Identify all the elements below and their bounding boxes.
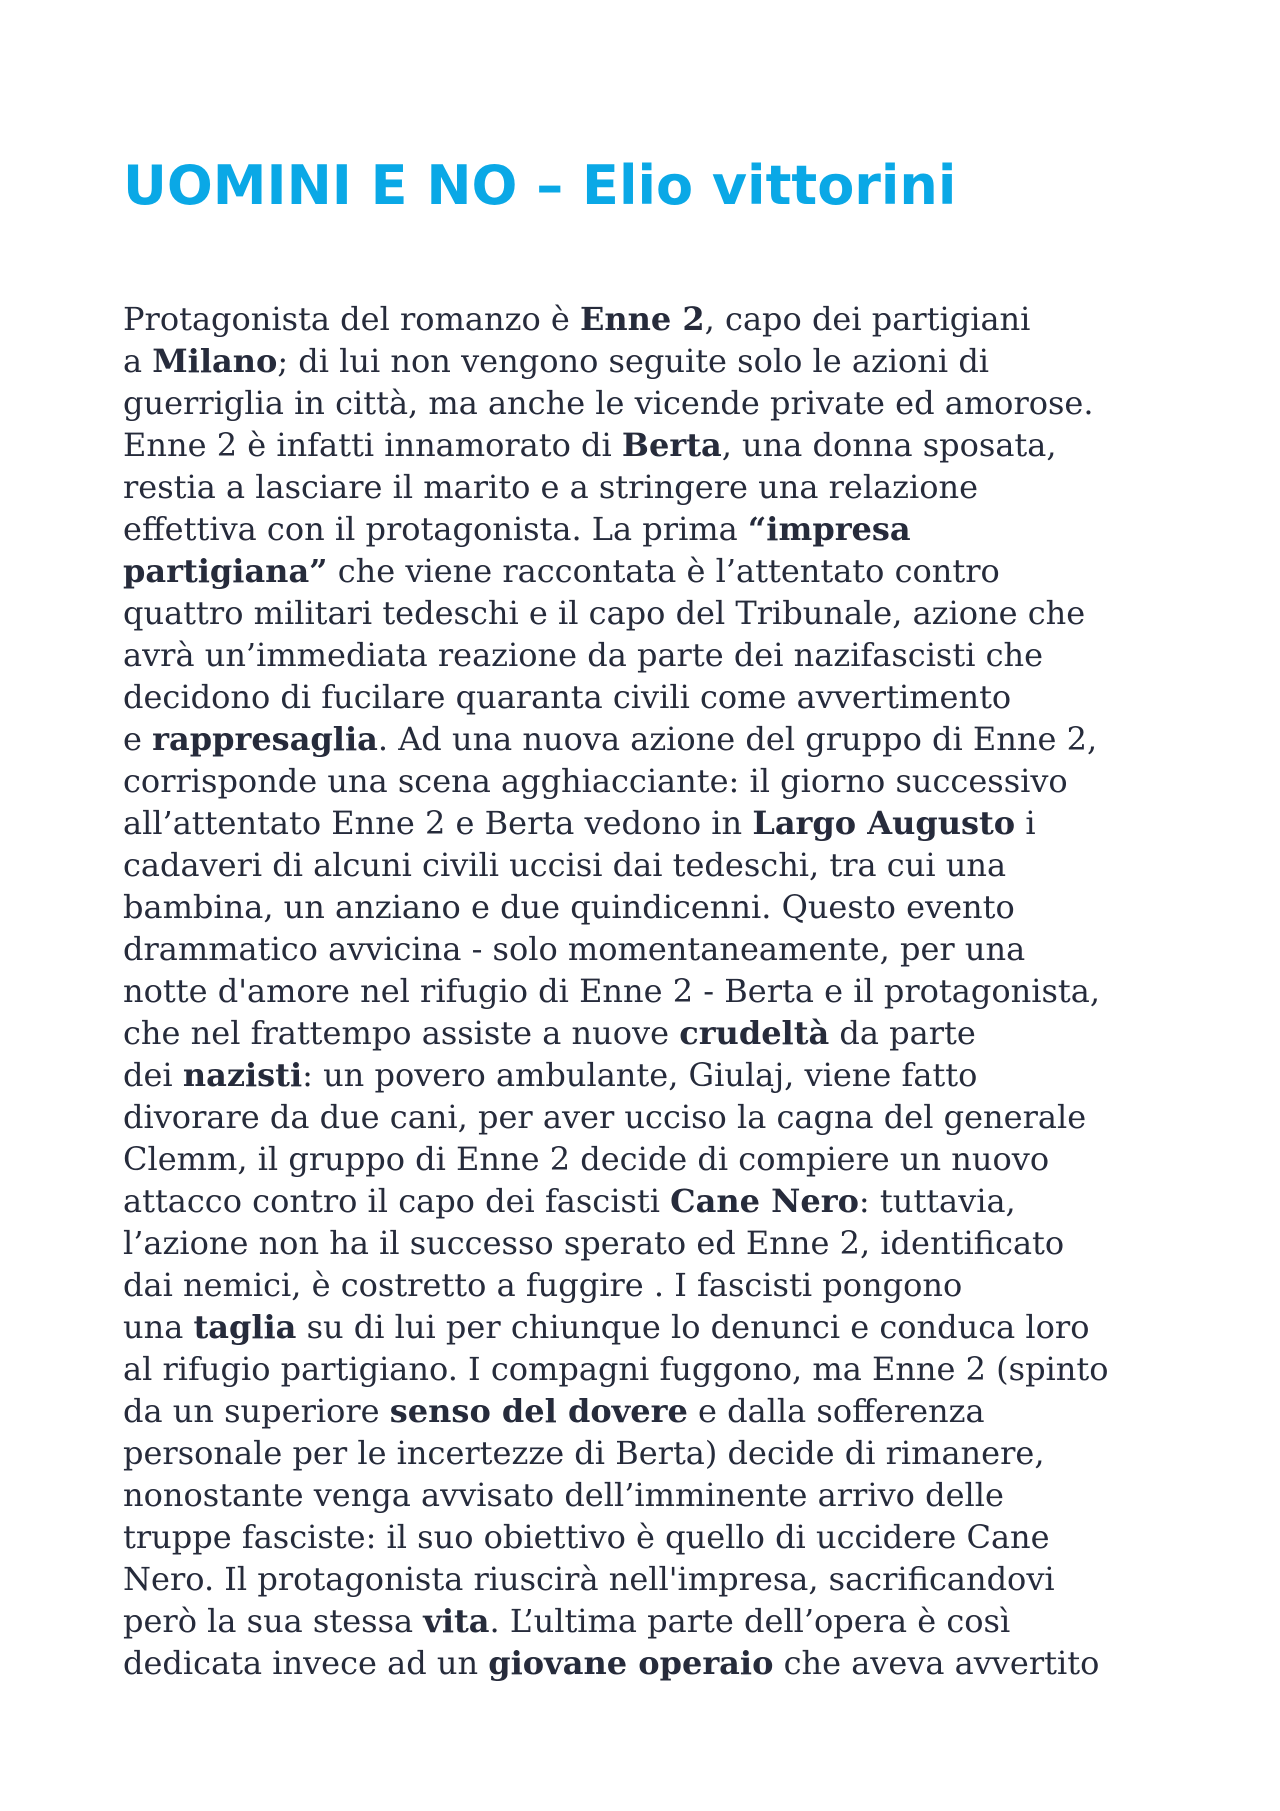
text-run: : tuttavia, xyxy=(858,1182,1016,1220)
text-line xyxy=(123,1012,1203,1054)
text-run: che nel frattempo assiste a nuove xyxy=(123,1014,680,1052)
text-run: da un superiore xyxy=(123,1392,390,1430)
text-line xyxy=(123,1600,1203,1642)
text-line xyxy=(123,1306,1203,1348)
text-line xyxy=(123,1558,1203,1600)
text-line xyxy=(123,592,1203,634)
text-line xyxy=(123,508,1203,550)
text-run: dedicata invece ad un xyxy=(123,1644,489,1682)
text-line xyxy=(123,802,1203,844)
bold-term: crudeltà xyxy=(679,1014,830,1052)
bold-term: Largo Augusto xyxy=(752,804,1016,842)
text-run: avrà un’immediata reazione da parte dei nazifascisti che xyxy=(123,636,1044,674)
text-run: i xyxy=(1015,804,1036,842)
text-run: da parte xyxy=(829,1014,976,1052)
text-line xyxy=(123,1054,1203,1096)
text-line xyxy=(123,970,1203,1012)
text-line xyxy=(123,1642,1203,1684)
text-line xyxy=(123,466,1203,508)
text-line xyxy=(123,928,1203,970)
text-line xyxy=(123,1096,1203,1138)
bold-term: giovane operaio xyxy=(488,1644,774,1682)
text-line xyxy=(123,1516,1203,1558)
text-line xyxy=(123,676,1203,718)
text-line xyxy=(123,844,1203,886)
bold-term: senso del dovere xyxy=(389,1392,688,1430)
text-run: ; di lui non vengono seguite solo le azioni di xyxy=(277,342,990,380)
text-line xyxy=(123,1138,1203,1180)
text-run: però la sua stessa xyxy=(123,1602,424,1640)
bold-term: Cane Nero xyxy=(670,1182,859,1220)
bold-term: partigiana” xyxy=(123,552,328,590)
text-run: e dalla sofferenza xyxy=(687,1392,985,1430)
text-line xyxy=(123,760,1203,802)
text-line xyxy=(123,1264,1203,1306)
text-run: drammatico avvicina - solo momentaneamente, per una xyxy=(123,930,1026,968)
text-run: al rifugio partigiano. I compagni fuggono, ma Enne 2 (spinto xyxy=(123,1350,1109,1388)
text-run: che viene raccontata è l’attentato contro xyxy=(327,552,1000,590)
text-line xyxy=(123,1390,1203,1432)
text-run: quattro militari tedeschi e il capo del Tribunale, azione che xyxy=(123,594,1086,632)
text-line xyxy=(123,550,1203,592)
text-run: notte d'amore nel rifugio di Enne 2 - Berta e il protagonista, xyxy=(123,972,1100,1010)
text-run: Enne 2 è infatti innamorato di xyxy=(123,426,622,464)
text-line xyxy=(123,424,1203,466)
text-run: guerriglia in città, ma anche le vicende private ed amorose. xyxy=(123,384,1094,422)
text-run: nonostante venga avvisato dell’imminente arrivo delle xyxy=(123,1476,1004,1514)
text-run: l’azione non ha il successo sperato ed Enne 2, identificato xyxy=(123,1224,1065,1262)
bold-term: Milano xyxy=(152,342,278,380)
text-run: . Ad una nuova azione del gruppo di Enne 2, xyxy=(377,720,1098,758)
text-run: una xyxy=(123,1308,194,1346)
text-run: Protagonista del romanzo è xyxy=(123,300,580,338)
bold-term: Enne 2 xyxy=(579,300,705,338)
text-line xyxy=(123,1432,1203,1474)
text-run: divorare da due cani, per aver ucciso la cagna del generale xyxy=(123,1098,1087,1136)
text-run: . L’ultima parte dell’opera è così xyxy=(489,1602,1011,1640)
text-line xyxy=(123,886,1203,928)
text-run: a xyxy=(123,342,153,380)
bold-term: vita xyxy=(423,1602,490,1640)
text-run: dai nemici, è costretto a fuggire . I fascisti pongono xyxy=(123,1266,963,1304)
text-line xyxy=(123,1180,1203,1222)
text-line xyxy=(123,1348,1203,1390)
text-run: Nero. Il protagonista riuscirà nell'impresa, sacrificandovi xyxy=(123,1560,1055,1598)
bold-term: taglia xyxy=(193,1308,297,1346)
text-run: , capo dei partigiani xyxy=(704,300,1031,338)
body-paragraph xyxy=(123,298,1203,1684)
text-line xyxy=(123,298,1203,340)
text-line xyxy=(123,718,1203,760)
bold-term: nazisti xyxy=(182,1056,303,1094)
text-line xyxy=(123,1474,1203,1516)
text-run: personale per le incertezze di Berta) decide di rimanere, xyxy=(123,1434,1045,1472)
text-run: , una donna sposata, xyxy=(721,426,1057,464)
text-run: all’attentato Enne 2 e Berta vedono in xyxy=(123,804,753,842)
bold-term: rappresaglia xyxy=(152,720,378,758)
text-run: cadaveri di alcuni civili uccisi dai tedeschi, tra cui una xyxy=(123,846,1007,884)
text-run: che aveva avvertito xyxy=(773,1644,1100,1682)
text-run: effettiva con il protagonista. La prima xyxy=(123,510,748,548)
text-run: corrisponde una scena agghiacciante: il giorno successivo xyxy=(123,762,1068,800)
text-line xyxy=(123,634,1203,676)
text-run: Clemm, il gruppo di Enne 2 decide di compiere un nuovo xyxy=(123,1140,1050,1178)
bold-term: “impresa xyxy=(747,510,911,548)
text-run: e xyxy=(123,720,153,758)
document-title: UOMINI E NO – Elio vittorini xyxy=(123,154,957,217)
text-line xyxy=(123,382,1203,424)
text-run: truppe fasciste: il suo obiettivo è quello di uccidere Cane xyxy=(123,1518,1050,1556)
text-line xyxy=(123,1222,1203,1264)
text-run: su di lui per chiunque lo denunci e conduca loro xyxy=(296,1308,1090,1346)
text-line xyxy=(123,340,1203,382)
text-run: attacco contro il capo dei fascisti xyxy=(123,1182,671,1220)
bold-term: Berta xyxy=(621,426,722,464)
text-run: dei xyxy=(123,1056,183,1094)
text-run: bambina, un anziano e due quindicenni. Questo evento xyxy=(123,888,1015,926)
text-run: : un povero ambulante, Giulaj, viene fatto xyxy=(302,1056,978,1094)
text-run: restia a lasciare il marito e a stringere una relazione xyxy=(123,468,979,506)
text-run: decidono di fucilare quaranta civili come avvertimento xyxy=(123,678,1012,716)
